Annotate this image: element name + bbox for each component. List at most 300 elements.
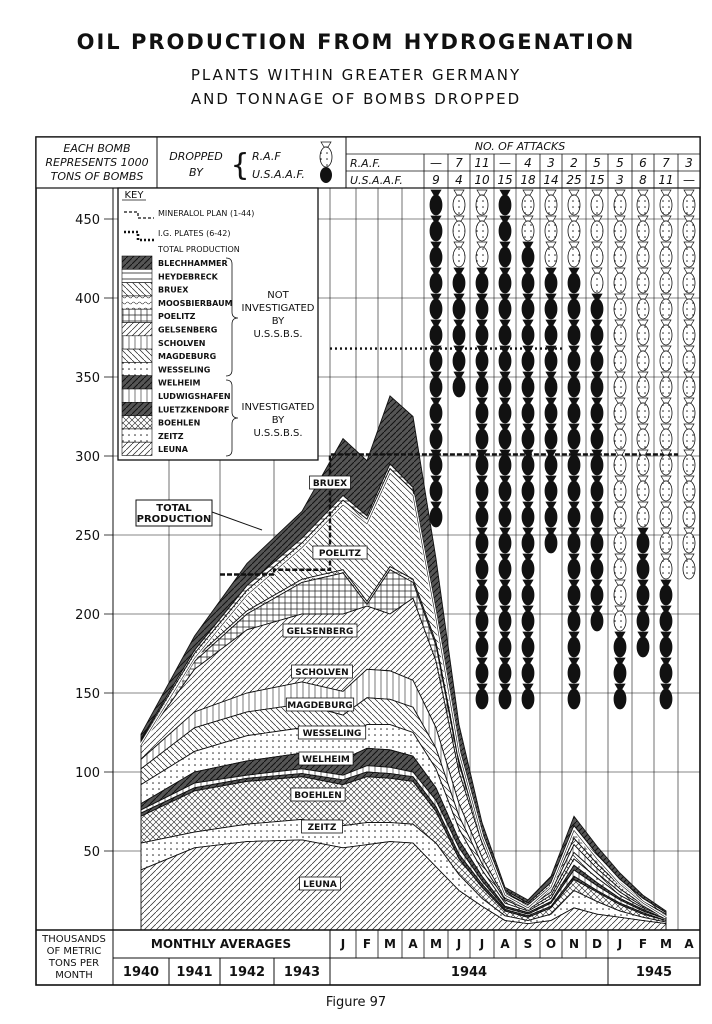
bomb-fin xyxy=(500,554,510,559)
header-each-bomb-1: EACH BOMB xyxy=(63,142,131,155)
usaaf-bomb-col1-4 xyxy=(453,372,465,397)
usaaf-bomb-col4-13 xyxy=(522,580,534,605)
raf-bomb-col9-9 xyxy=(637,424,649,449)
usaaf-bomb-col6-11 xyxy=(568,554,580,579)
bomb-body xyxy=(545,221,557,241)
key-plant-leuna: LEUNA xyxy=(158,445,188,455)
bomb-body xyxy=(568,377,580,397)
bomb-fin xyxy=(477,190,487,195)
bomb-fin xyxy=(569,190,579,195)
bomb-fin xyxy=(684,424,694,429)
raf-bomb-col10-12 xyxy=(660,502,672,527)
usaaf-bomb-col0-3 xyxy=(430,268,442,293)
bomb-body xyxy=(522,559,534,579)
key-investigated-0: INVESTIGATED xyxy=(241,402,315,413)
bomb-body xyxy=(453,221,465,241)
bomb-body xyxy=(683,559,695,579)
bomb-body xyxy=(591,221,603,241)
usaaf-bomb-col0-1 xyxy=(430,216,442,241)
bomb-fin xyxy=(477,554,487,559)
bomb-body xyxy=(476,611,488,631)
usaaf-bomb-col0-9 xyxy=(430,424,442,449)
raf-bomb-col7-0 xyxy=(591,190,603,215)
area-label-boehlen: BOEHLEN xyxy=(294,791,342,801)
bomb-fin xyxy=(638,554,648,559)
bomb-body xyxy=(545,377,557,397)
bomb-fin xyxy=(661,554,671,559)
bomb-body xyxy=(637,481,649,501)
bomb-body xyxy=(568,533,580,553)
bomb-body xyxy=(545,351,557,371)
bomb-fin xyxy=(638,190,648,195)
raf-bomb-col8-9 xyxy=(614,424,626,449)
bomb-body xyxy=(568,273,580,293)
bomb-fin xyxy=(523,372,533,377)
chart-title: OIL PRODUCTION FROM HYDROGENATION xyxy=(76,30,636,54)
raf-bomb-col11-7 xyxy=(683,372,695,397)
usaaf-bomb-col0-12 xyxy=(430,502,442,527)
raf-bomb-col11-8 xyxy=(683,398,695,423)
bomb-fin xyxy=(431,216,441,221)
usaaf-attacks-6: 25 xyxy=(566,173,582,187)
bomb-body xyxy=(499,273,511,293)
bomb-body xyxy=(683,507,695,527)
usaaf-bomb-col2-9 xyxy=(476,502,488,527)
raf-bomb-col10-11 xyxy=(660,476,672,501)
raf-bomb-col9-6 xyxy=(637,346,649,371)
key-investigated-1: BY xyxy=(271,415,285,426)
usaaf-attacks-1: 4 xyxy=(455,173,463,187)
key-plant-poelitz: POELITZ xyxy=(158,312,196,322)
bomb-fin xyxy=(500,372,510,377)
bomb-fin xyxy=(523,398,533,403)
bomb-body xyxy=(591,195,603,215)
bomb-body xyxy=(683,481,695,501)
usaaf-bomb-col4-3 xyxy=(522,320,534,345)
usaaf-bomb-col3-19 xyxy=(499,684,511,709)
bomb-body xyxy=(614,221,626,241)
bomb-body xyxy=(660,195,672,215)
bomb-fin xyxy=(431,502,441,507)
area-label-magdeburg: MAGDEBURG xyxy=(287,701,353,711)
bomb-body xyxy=(476,195,488,215)
y-tick-label: 250 xyxy=(75,529,100,544)
bomb-fin xyxy=(684,398,694,403)
bomb-fin xyxy=(661,190,671,195)
bomb-body xyxy=(568,481,580,501)
callout-arrow xyxy=(212,512,262,530)
bomb-body xyxy=(660,351,672,371)
usaaf-bomb-col10-0 xyxy=(660,580,672,605)
bomb-fin xyxy=(454,190,464,195)
key-plant-scholven: SCHOLVEN xyxy=(158,338,206,348)
raf-attacks-11: 3 xyxy=(685,156,693,170)
bomb-body xyxy=(660,403,672,423)
raf-bomb-col9-5 xyxy=(637,320,649,345)
bomb-body xyxy=(683,299,695,319)
bomb-body xyxy=(522,195,534,215)
usaaf-bomb-col3-5 xyxy=(499,320,511,345)
bomb-fin xyxy=(546,346,556,351)
usaaf-bomb-col4-4 xyxy=(522,346,534,371)
bomb-body xyxy=(591,585,603,605)
bomb-body xyxy=(637,195,649,215)
usaaf-bomb-col5-8 xyxy=(545,476,557,501)
bomb-body xyxy=(476,273,488,293)
bomb-fin xyxy=(592,216,602,221)
bomb-fin xyxy=(638,320,648,325)
bomb-body xyxy=(568,299,580,319)
raf-attacks-10: 7 xyxy=(662,156,670,170)
bomb-fin xyxy=(569,372,579,377)
bomb-fin xyxy=(546,502,556,507)
usaaf-bomb-col1-2 xyxy=(453,320,465,345)
bomb-body xyxy=(683,351,695,371)
bomb-fin xyxy=(661,424,671,429)
raf-bomb-col6-2 xyxy=(568,242,580,267)
bomb-body xyxy=(614,481,626,501)
bomb-body xyxy=(453,247,465,267)
bomb-body xyxy=(476,377,488,397)
bomb-fin xyxy=(615,684,625,689)
bomb-fin xyxy=(523,268,533,273)
bomb-body xyxy=(637,325,649,345)
usaaf-bomb-col2-14 xyxy=(476,632,488,657)
bomb-fin xyxy=(500,268,510,273)
header-row-raf: R.A.F. xyxy=(350,157,381,170)
raf-bomb-col8-12 xyxy=(614,502,626,527)
key-plant-blechhammer: BLECHHAMMER xyxy=(158,259,228,268)
bomb-body xyxy=(637,455,649,475)
bomb-body xyxy=(568,585,580,605)
bomb-fin xyxy=(477,398,487,403)
bomb-fin xyxy=(569,528,579,533)
bomb-fin xyxy=(684,242,694,247)
raf-attacks-0: — xyxy=(430,156,442,170)
bomb-body xyxy=(614,403,626,423)
bomb-body xyxy=(522,299,534,319)
bomb-fin xyxy=(615,190,625,195)
usaaf-bomb-col6-8 xyxy=(568,476,580,501)
y-tick-label: 50 xyxy=(83,845,100,860)
bomb-fin xyxy=(500,320,510,325)
bomb-body xyxy=(591,403,603,423)
raf-bomb-col10-5 xyxy=(660,320,672,345)
bomb-body xyxy=(545,403,557,423)
raf-bomb-col8-3 xyxy=(614,268,626,293)
bomb-body xyxy=(499,507,511,527)
usaaf-bomb-col3-15 xyxy=(499,580,511,605)
usaaf-bomb-col3-8 xyxy=(499,398,511,423)
bomb-body xyxy=(499,481,511,501)
usaaf-bomb-col0-7 xyxy=(430,372,442,397)
bomb-body xyxy=(476,221,488,241)
raf-bomb-col2-2 xyxy=(476,242,488,267)
chart-subtitle-2: AND TONNAGE OF BOMBS DROPPED xyxy=(190,90,522,108)
bomb-fin xyxy=(569,242,579,247)
usaaf-bomb-col2-16 xyxy=(476,684,488,709)
usaaf-bomb-col7-1 xyxy=(591,320,603,345)
raf-bomb-col11-5 xyxy=(683,320,695,345)
header-by: BY xyxy=(188,166,204,179)
key-swatch-scholven xyxy=(122,336,152,349)
usaaf-bomb-col4-6 xyxy=(522,398,534,423)
bomb-body xyxy=(614,195,626,215)
usaaf-bomb-col6-12 xyxy=(568,580,580,605)
usaaf-bomb-col9-2 xyxy=(637,580,649,605)
raf-bomb-col8-2 xyxy=(614,242,626,267)
raf-bomb-col6-1 xyxy=(568,216,580,241)
bomb-body xyxy=(637,351,649,371)
bomb-body xyxy=(683,247,695,267)
bomb-fin xyxy=(431,190,441,195)
bomb-fin xyxy=(615,372,625,377)
bomb-fin xyxy=(477,320,487,325)
area-label-poelitz: POELITZ xyxy=(318,549,362,559)
usaaf-bomb-col7-2 xyxy=(591,346,603,371)
bomb-body xyxy=(683,221,695,241)
usaaf-bomb-col2-0 xyxy=(476,268,488,293)
bomb-fin xyxy=(431,372,441,377)
usaaf-attacks-8: 3 xyxy=(616,173,624,187)
bomb-fin xyxy=(431,268,441,273)
bomb-body xyxy=(476,299,488,319)
bomb-body xyxy=(499,325,511,345)
bomb-body xyxy=(430,195,442,215)
raf-attacks-4: 4 xyxy=(524,156,532,170)
usaaf-bomb-col2-8 xyxy=(476,476,488,501)
bomb-fin xyxy=(592,190,602,195)
bomb-body xyxy=(614,429,626,449)
bomb-fin xyxy=(477,242,487,247)
key-plant-bruex: BRUEX xyxy=(158,285,189,295)
bomb-fin xyxy=(477,216,487,221)
usaaf-bomb-col4-12 xyxy=(522,554,534,579)
footer-monthly-averages: MONTHLY AVERAGES xyxy=(150,937,292,951)
bomb-body xyxy=(499,403,511,423)
footer-month-1945-2: M xyxy=(660,937,672,951)
bomb-body xyxy=(522,429,534,449)
bomb-fin xyxy=(615,632,625,637)
bomb-fin xyxy=(661,372,671,377)
bomb-fin xyxy=(661,658,671,663)
usaaf-bomb-col0-2 xyxy=(430,242,442,267)
bomb-body xyxy=(545,325,557,345)
bomb-fin xyxy=(500,242,510,247)
usaaf-bomb-col4-5 xyxy=(522,372,534,397)
usaaf-bomb-col4-17 xyxy=(522,684,534,709)
bomb-body xyxy=(568,689,580,709)
bomb-fin xyxy=(592,398,602,403)
bomb-fin xyxy=(454,268,464,273)
bomb-fin xyxy=(500,658,510,663)
bomb-body xyxy=(591,455,603,475)
usaaf-bomb-col10-4 xyxy=(660,684,672,709)
usaaf-bomb-col7-4 xyxy=(591,398,603,423)
bomb-body xyxy=(522,455,534,475)
usaaf-bomb-col4-0 xyxy=(522,242,534,267)
bomb-body xyxy=(660,273,672,293)
raf-bomb-col11-1 xyxy=(683,216,695,241)
raf-bomb-col10-1 xyxy=(660,216,672,241)
bomb-fin xyxy=(546,268,556,273)
usaaf-bomb-col7-10 xyxy=(591,554,603,579)
bomb-fin xyxy=(615,216,625,221)
bomb-fin xyxy=(500,606,510,611)
bomb-fin xyxy=(569,554,579,559)
bomb-fin xyxy=(546,190,556,195)
raf-bomb-col7-3 xyxy=(591,268,603,293)
footer-month-1944-11: D xyxy=(592,937,602,951)
bomb-fin xyxy=(569,476,579,481)
bomb-body xyxy=(683,403,695,423)
usaaf-bomb-col5-5 xyxy=(545,398,557,423)
raf-attacks-7: 5 xyxy=(593,156,601,170)
raf-bomb-col9-8 xyxy=(637,398,649,423)
bomb-fin xyxy=(592,580,602,585)
bomb-body xyxy=(522,585,534,605)
bomb-body xyxy=(499,663,511,683)
usaaf-bomb-col6-15 xyxy=(568,658,580,683)
bomb-fin xyxy=(523,684,533,689)
raf-bomb-col10-2 xyxy=(660,242,672,267)
usaaf-bomb-col10-2 xyxy=(660,632,672,657)
raf-bomb-col10-0 xyxy=(660,190,672,215)
usaaf-bomb-col5-6 xyxy=(545,424,557,449)
area-label-bruex: BRUEX xyxy=(312,479,348,489)
bomb-body xyxy=(522,689,534,709)
bomb-body xyxy=(545,273,557,293)
bomb-fin xyxy=(684,320,694,325)
bomb-fin xyxy=(615,606,625,611)
bomb-fin xyxy=(546,450,556,455)
bomb-fin xyxy=(684,268,694,273)
header-usaaf: U.S.A.A.F. xyxy=(252,168,305,181)
bomb-body xyxy=(476,689,488,709)
raf-bomb-col9-3 xyxy=(637,268,649,293)
bomb-body xyxy=(591,247,603,267)
area-label-welheim: WELHEIM xyxy=(302,755,350,765)
raf-bomb-col8-0 xyxy=(614,190,626,215)
raf-attacks-8: 5 xyxy=(616,156,624,170)
raf-attacks-3: — xyxy=(499,156,511,170)
bomb-body xyxy=(453,299,465,319)
bomb-body xyxy=(637,637,649,657)
bomb-fin xyxy=(523,190,533,195)
bomb-fin xyxy=(569,268,579,273)
bomb-fin xyxy=(523,580,533,585)
bomb-body xyxy=(637,611,649,631)
key-plant-luetzkendorf: LUETZKENDORF xyxy=(158,405,230,415)
bomb-body xyxy=(568,507,580,527)
bomb-fin xyxy=(615,502,625,507)
bomb-body xyxy=(660,221,672,241)
bomb-fin xyxy=(615,476,625,481)
bomb-fin xyxy=(661,502,671,507)
bomb-fin xyxy=(615,242,625,247)
raf-attacks-2: 11 xyxy=(474,156,490,170)
bomb-body xyxy=(568,637,580,657)
usaaf-bomb-col3-9 xyxy=(499,424,511,449)
usaaf-bomb-col5-4 xyxy=(545,372,557,397)
bomb-body xyxy=(568,663,580,683)
bomb-body xyxy=(637,299,649,319)
key-plant-moosbierbaum: MOOSBIERBAUM xyxy=(158,298,233,308)
bomb-fin xyxy=(523,424,533,429)
usaaf-attacks-10: 11 xyxy=(658,173,674,187)
key-plant-zeitz: ZEITZ xyxy=(158,431,184,441)
raf-bomb-col4-0 xyxy=(522,190,534,215)
raf-bomb-col11-6 xyxy=(683,346,695,371)
bomb-fin xyxy=(546,528,556,533)
usaaf-bomb-col7-7 xyxy=(591,476,603,501)
usaaf-bomb-col0-11 xyxy=(430,476,442,501)
usaaf-bomb-col2-12 xyxy=(476,580,488,605)
bomb-fin xyxy=(523,606,533,611)
bomb-body xyxy=(660,481,672,501)
bomb-fin xyxy=(638,502,648,507)
key-not-investigated-0: NOT xyxy=(267,290,289,301)
raf-bomb-col8-7 xyxy=(614,372,626,397)
bomb-fin xyxy=(615,554,625,559)
footer-month-1944-6: J xyxy=(479,937,485,951)
usaaf-bomb-col10-3 xyxy=(660,658,672,683)
bomb-body xyxy=(545,533,557,553)
footer-unit-0: THOUSANDS xyxy=(42,934,106,945)
bomb-body xyxy=(545,195,557,215)
bomb-body xyxy=(430,429,442,449)
header-brace: { xyxy=(230,148,250,183)
bomb-fin xyxy=(661,632,671,637)
raf-bomb-col8-1 xyxy=(614,216,626,241)
usaaf-attacks-2: 10 xyxy=(474,173,490,187)
bomb-fin xyxy=(523,658,533,663)
bomb-fin xyxy=(477,476,487,481)
area-label-gelsenberg: GELSENBERG xyxy=(286,627,354,637)
bomb-fin xyxy=(523,320,533,325)
bomb-fin xyxy=(477,502,487,507)
bomb-fin xyxy=(477,684,487,689)
footer-unit-3: MONTH xyxy=(55,970,93,981)
y-tick-label: 450 xyxy=(75,213,100,228)
callout-text-2: PRODUCTION xyxy=(136,514,212,525)
area-label-scholven: SCHOLVEN xyxy=(295,668,349,678)
bomb-body xyxy=(499,377,511,397)
header-raf: R.A.F xyxy=(252,150,281,163)
bomb-fin xyxy=(615,268,625,273)
bomb-fin xyxy=(661,398,671,403)
bomb-body xyxy=(476,481,488,501)
key-plant-wesseling: WESSELING xyxy=(158,365,211,375)
bomb-body xyxy=(660,455,672,475)
key-plant-welheim: WELHEIM xyxy=(158,378,201,388)
bomb-body xyxy=(499,559,511,579)
bomb-body xyxy=(568,351,580,371)
usaaf-bomb-col8-0 xyxy=(614,632,626,657)
bomb-fin xyxy=(684,528,694,533)
bomb-body xyxy=(430,221,442,241)
raf-bomb-col8-5 xyxy=(614,320,626,345)
bomb-body xyxy=(637,247,649,267)
raf-bomb-col11-3 xyxy=(683,268,695,293)
bomb-fin xyxy=(454,372,464,377)
raf-bomb-col8-11 xyxy=(614,476,626,501)
bomb-body xyxy=(499,221,511,241)
usaaf-bomb-col6-9 xyxy=(568,502,580,527)
legend-usaaf-bomb xyxy=(320,167,332,183)
bomb-body xyxy=(591,559,603,579)
bomb-fin xyxy=(661,320,671,325)
